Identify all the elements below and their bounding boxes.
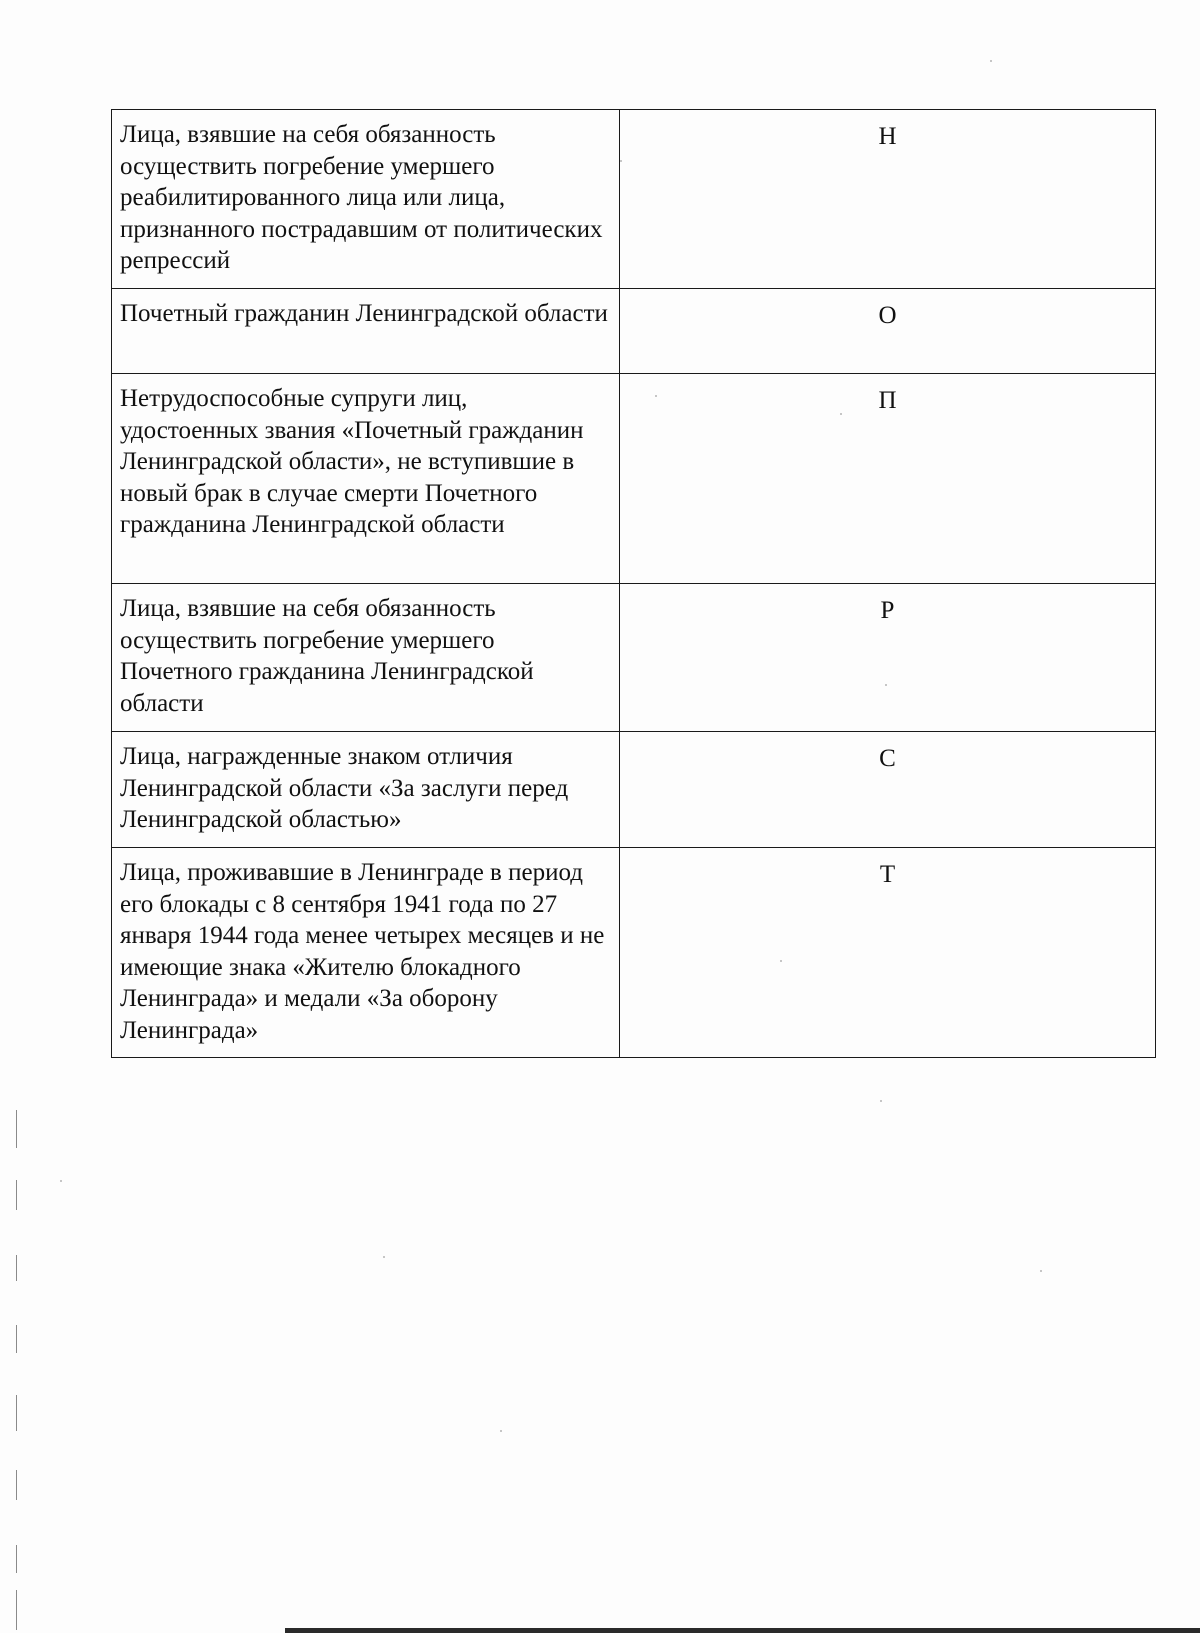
category-cell: Лица, взявшие на себя обязанность осуществить погребение умершего реабилитированного лица или лица, признанного пострадавшим от политических репрессий	[112, 110, 620, 289]
scan-edge-mark	[16, 1395, 17, 1431]
scan-speck	[620, 160, 622, 162]
code-cell: Н	[620, 110, 1156, 289]
category-cell: Лица, награжденные знаком отличия Ленинградской области «За заслуги перед Ленинградской областью»	[112, 732, 620, 848]
table-row	[112, 110, 1156, 289]
scan-edge-mark	[16, 1255, 17, 1281]
scan-edge-mark	[16, 1325, 17, 1353]
scan-speck	[880, 1100, 882, 1102]
table-row	[112, 732, 1156, 848]
code-cell: О	[620, 289, 1156, 374]
scan-speck	[885, 684, 887, 686]
table-row	[112, 289, 1156, 374]
scan-edge-mark	[16, 1470, 17, 1500]
category-cell: Лица, взявшие на себя обязанность осуществить погребение умершего Почетного гражданина Ленинградской области	[112, 584, 620, 732]
code-cell: Р	[620, 584, 1156, 732]
category-cell: Почетный гражданин Ленинградской области	[112, 289, 620, 374]
scan-edge-mark	[16, 1545, 17, 1573]
scan-edge-mark	[16, 1110, 17, 1148]
beneficiary-category-table	[111, 109, 1156, 1058]
code-cell: Т	[620, 848, 1156, 1058]
table-row	[112, 848, 1156, 1058]
scan-speck	[60, 1180, 62, 1182]
scan-speck	[1040, 1270, 1042, 1272]
scan-speck	[780, 960, 782, 962]
category-cell: Нетрудоспособные супруги лиц, удостоенных звания «Почетный гражданин Ленинградской области», не вступившие в новый брак в случае смерти Почетного гражданина Ленинградской области	[112, 374, 620, 584]
code-cell: С	[620, 732, 1156, 848]
scan-speck	[383, 1256, 385, 1258]
scan-edge-mark	[16, 1590, 17, 1630]
scan-speck	[655, 395, 657, 397]
scan-edge-mark	[16, 1180, 17, 1210]
table-row	[112, 374, 1156, 584]
table-row	[112, 584, 1156, 732]
category-cell: Лица, проживавшие в Ленинграде в период его блокады с 8 сентября 1941 года по 27 января 1944 года менее четырех месяцев и не имеющие знака «Жителю блокадного Ленинграда» и медали «За оборону Ленинграда»	[112, 848, 620, 1058]
scan-speck	[990, 60, 992, 62]
code-cell: П	[620, 374, 1156, 584]
scan-speck	[500, 1430, 502, 1432]
scan-speck	[840, 413, 842, 415]
scan-bottom-edge	[285, 1628, 1200, 1633]
